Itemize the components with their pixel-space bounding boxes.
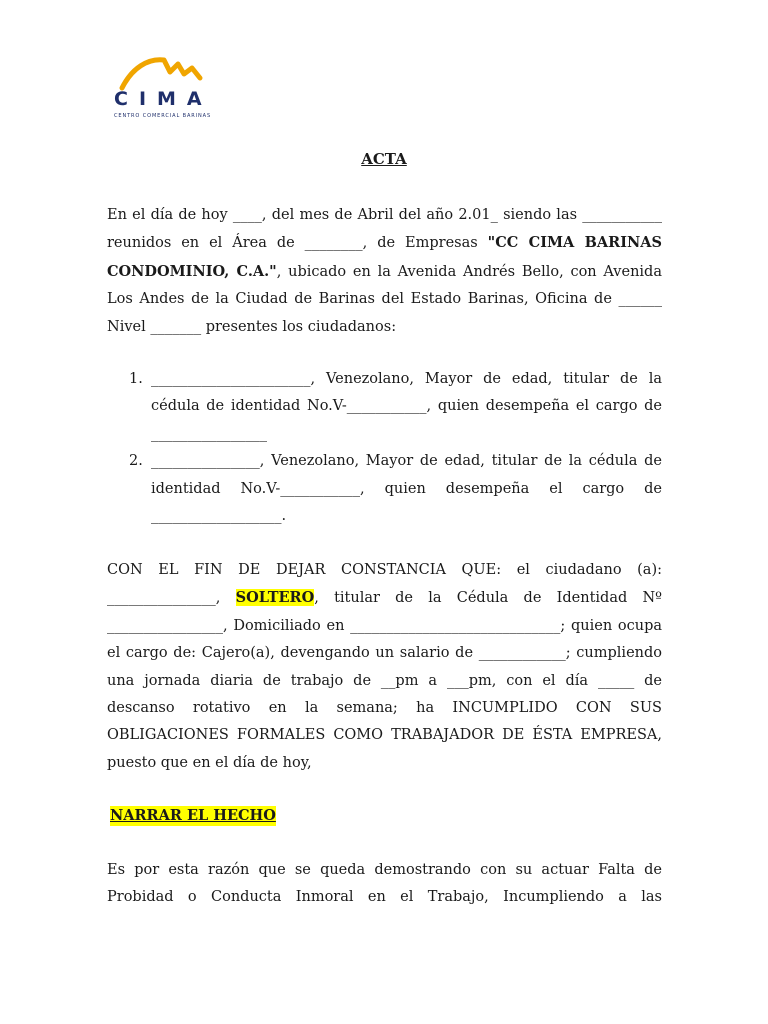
attendees-list <box>107 366 662 530</box>
logo-word: CIMA <box>114 88 213 110</box>
constancia-text-1: CON EL FIN DE DEJAR CONSTANCIA QUE: el ciudadano (a): _______________, <box>107 562 662 607</box>
marital-status-highlight: SOLTERO <box>235 589 315 607</box>
intro-paragraph <box>107 202 662 341</box>
list-item-number: 1. <box>129 371 143 387</box>
list-item-text: _______________, Venezolano, Mayor de edad, titular de la cédula de identidad No.V-___________, quien desempeña el cargo de __________________. <box>151 453 662 525</box>
closing-paragraph: Es por esta razón que se queda demostrando con su actuar Falta de Probidad o Conducta Inmoral en el Trabajo, Incumpliendo a las <box>107 862 662 906</box>
constancia-paragraph <box>107 557 662 777</box>
company-name: "CC CIMA BARINAS CONDOMINIO, C.A." <box>107 234 662 280</box>
constancia-text-2: , titular de la Cédula de Identidad Nº ________________, Domiciliado en _____________________________; quien ocupa el cargo de: Cajero(a), devengando un salario de ____________; cumpliendo una jornada diaria de trabajo de __pm a ___pm, con el día _____ de descanso rotativo en la semana; ha INCUMPLIDO CON SUS OBLIGACIONES FORMALES COMO TRABAJADOR DE ÉSTA EMPRESA, puesto que en el día de hoy, <box>107 590 662 771</box>
document-title: ACTA <box>361 150 407 168</box>
logo-subtitle: CENTRO COMERCIAL BARINAS <box>114 113 212 119</box>
intro-text-1: En el día de hoy ____, del mes de Abril del año 2.01_ siendo las ___________ reunidos en el Área de ________, de Empresas <box>107 207 662 252</box>
intro-text-2: , ubicado en la Avenida Andrés Bello, con Avenida Los Andes de la Ciudad de Barinas del Estado Barinas, Oficina de ______ Nivel _______ presentes los ciudadanos: <box>107 263 662 335</box>
list-item-number: 2. <box>129 453 143 470</box>
cima-logo <box>108 54 218 122</box>
section-heading: NARRAR EL HECHO <box>110 807 276 824</box>
list-item <box>107 448 662 530</box>
list-item-text: ______________________, Venezolano, Mayor de edad, titular de la cédula de identidad No.V-___________, quien desempeña el cargo de ________________ <box>151 371 662 442</box>
list-item <box>107 366 662 448</box>
